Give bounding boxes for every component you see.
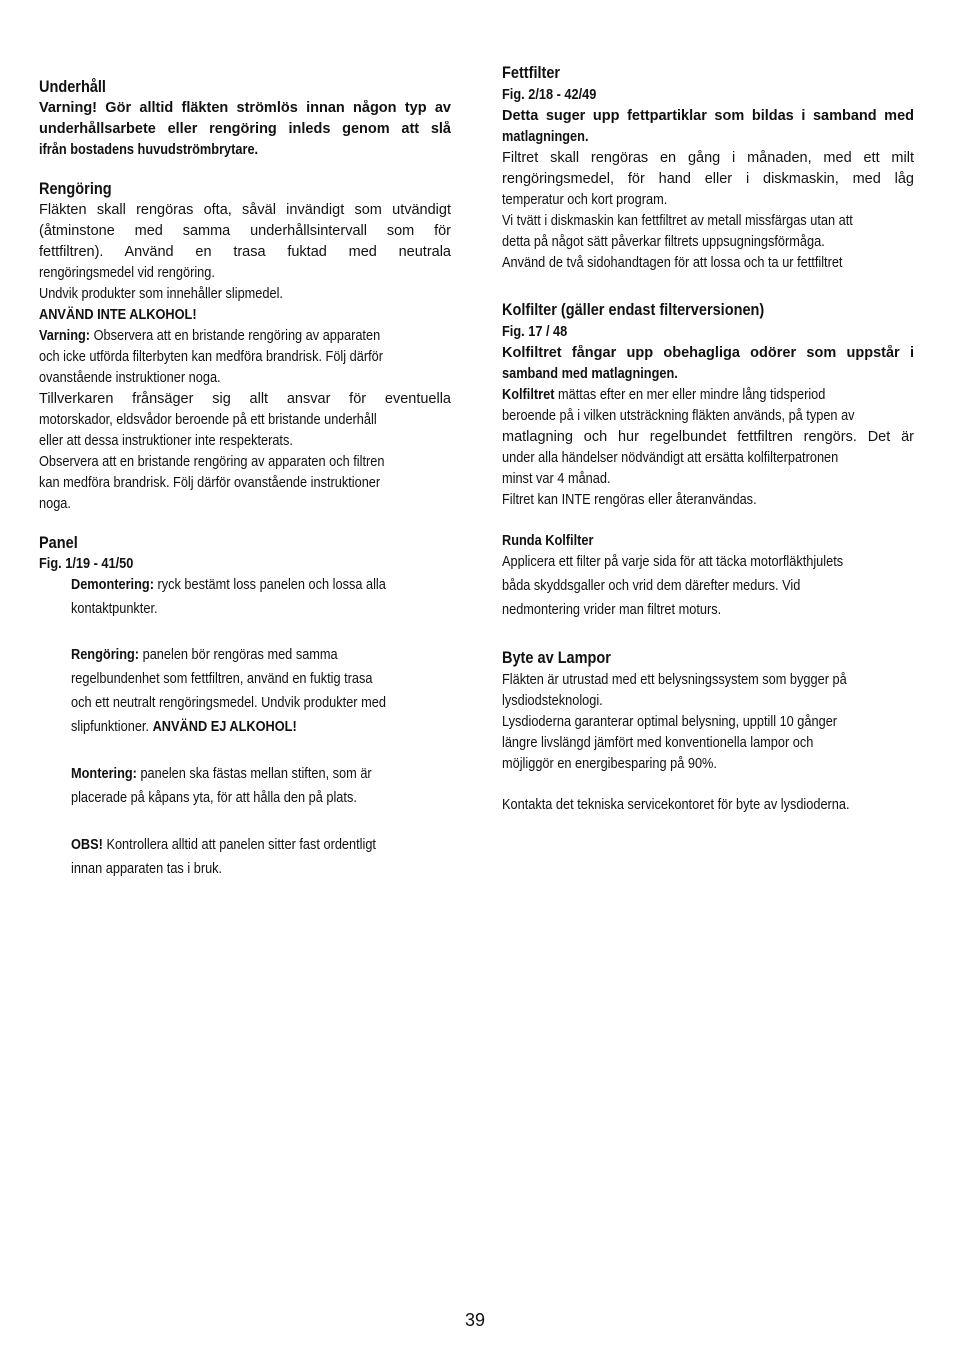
text-line: längre livslängd jämfört med konventionella lampor och (502, 735, 814, 751)
text-line: matlagningen. (502, 129, 589, 145)
text-line: noga. (39, 496, 71, 512)
text-line: Detta suger upp fettpartiklar som bildas i samband med (502, 108, 914, 124)
text-span: panelen bör rengöras med samma (139, 647, 338, 663)
text-line: båda skyddsgaller och vrid dem därefter medurs. Vid (502, 578, 801, 594)
text-line: Varning! Gör alltid fläkten strömlös innan någon typ av (39, 100, 451, 116)
text-line: Fläkten är utrustad med ett belysningssystem som bygger på (502, 672, 847, 688)
text-span: ryck bestämt loss panelen och lossa alla (153, 577, 386, 593)
text-line: matlagning och hur regelbundet fettfiltren rengörs. Det är (502, 429, 914, 445)
text-span: mättas efter en mer eller mindre lång tidsperiod (554, 387, 826, 403)
figure-reference: Fig. 1/19 - 41/50 (39, 556, 134, 572)
text-line: kan medföra brandrisk. Följ därför ovanstående instruktioner (39, 475, 381, 491)
section-title-runda-kolfilter: Runda Kolfilter (502, 533, 594, 549)
text-span: Observera att en bristande rengöring av apparaten (90, 328, 381, 344)
text-line (71, 647, 338, 663)
section-title-kolfilter: Kolfilter (gäller endast filterversionen) (502, 301, 765, 319)
text-line: kontaktpunkter. (71, 601, 158, 617)
text-line: innan apparaten tas i bruk. (71, 861, 223, 877)
text-line: minst var 4 månad. (502, 471, 611, 487)
text-line: och icke utförda filterbyten kan medföra brandrisk. Följ därför (39, 349, 383, 365)
text-line: rengöringsmedel vid rengöring. (39, 265, 215, 281)
text-line: eller att dessa instruktioner inte respekterats. (39, 433, 293, 449)
warning-label: Varning: (39, 328, 91, 344)
text-line (71, 766, 372, 782)
text-line: och ett neutralt rengöringsmedel. Undvik produkter med (71, 695, 386, 711)
text-line: detta på något sätt påverkar filtrets uppsugningsförmåga. (502, 234, 825, 250)
figure-reference: Fig. 2/18 - 42/49 (502, 87, 597, 103)
text-line: nedmontering vrider man filtret moturs. (502, 602, 722, 618)
section-title-panel: Panel (39, 534, 78, 552)
text-line: under alla händelser nödvändigt att ersätta kolfilterpatronen (502, 450, 839, 466)
text-line (39, 328, 380, 344)
text-line (71, 577, 386, 593)
text-line: Fläkten skall rengöras ofta, såväl invändigt som utvändigt (39, 202, 451, 218)
text-line: Använd de två sidohandtagen för att lossa och ta ur fettfiltret (502, 255, 843, 271)
text-line: Undvik produkter som innehåller slipmedel. (39, 286, 283, 302)
text-line: Applicera ett filter på varje sida för att täcka motorfläkthjulets (502, 554, 844, 570)
text-line: möjliggör en energibesparing på 90%. (502, 756, 717, 772)
text-line (71, 719, 297, 735)
text-span: panelen ska fästas mellan stiften, som är (136, 766, 372, 782)
rengoring-label: Rengöring: (71, 647, 140, 663)
text-line: (åtminstone med samma underhållsintervall som för (39, 223, 451, 239)
text-line: regelbundenhet som fettfiltren, använd en fuktig trasa (71, 671, 373, 687)
no-alcohol-warning: ANVÄND EJ ALKOHOL! (152, 719, 297, 735)
section-title-fettfilter: Fettfilter (502, 64, 561, 82)
text-line: Filtret skall rengöras en gång i månaden, med ett milt (502, 150, 914, 166)
text-line: Kontakta det tekniska servicekontoret för byte av lysdioderna. (502, 797, 850, 813)
text-line: beroende på i vilken utsträckning fläkten används, på typen av (502, 408, 855, 424)
page-number: 39 (465, 1310, 486, 1330)
text-line: Observera att en bristande rengöring av apparaten och filtren (39, 454, 385, 470)
text-line: lysdiodsteknologi. (502, 693, 603, 709)
text-span: slipfunktioner. (71, 719, 153, 735)
text-line: ifrån bostadens huvudströmbrytare. (39, 142, 259, 158)
no-alcohol-warning: ANVÄND INTE ALKOHOL! (39, 307, 197, 323)
text-line: Vi tvätt i diskmaskin kan fettfiltret av metall missfärgas utan att (502, 213, 853, 229)
figure-reference: Fig. 17 / 48 (502, 324, 568, 340)
text-line: Tillverkaren frånsäger sig allt ansvar för eventuella (39, 391, 451, 407)
text-line: samband med matlagningen. (502, 366, 678, 382)
text-line: motorskador, eldsvådor beroende på ett bristande underhåll (39, 412, 377, 428)
text-line: underhållsarbete eller rengöring inleds genom att slå (39, 121, 451, 137)
text-line: Kolfiltret fångar upp obehagliga odörer som uppstår i (502, 345, 914, 361)
text-line: rengöringsmedel, för hand eller i diskmaskin, med låg (502, 171, 914, 187)
text-line: Lysdioderna garanterar optimal belysning, upptill 10 gånger (502, 714, 838, 730)
text-line: ovanstående instruktioner noga. (39, 370, 221, 386)
section-title-rengoring: Rengöring (39, 180, 112, 198)
text-line: fettfiltren). Använd en trasa fuktad med neutrala (39, 244, 451, 260)
text-line (71, 837, 376, 853)
text-line (502, 387, 825, 403)
text-line: Filtret kan INTE rengöras eller återanvändas. (502, 492, 757, 508)
text-line: placerade på kåpans yta, för att hålla den på plats. (71, 790, 357, 806)
section-title-underhall: Underhåll (39, 78, 106, 96)
obs-label: OBS! (71, 837, 103, 853)
demontering-label: Demontering: (71, 577, 154, 593)
montering-label: Montering: (71, 766, 137, 782)
section-title-byte-av-lampor: Byte av Lampor (502, 649, 611, 667)
kolfiltret-label: Kolfiltret (502, 387, 555, 403)
text-span: Kontrollera alltid att panelen sitter fast ordentligt (102, 837, 376, 853)
text-line: temperatur och kort program. (502, 192, 668, 208)
